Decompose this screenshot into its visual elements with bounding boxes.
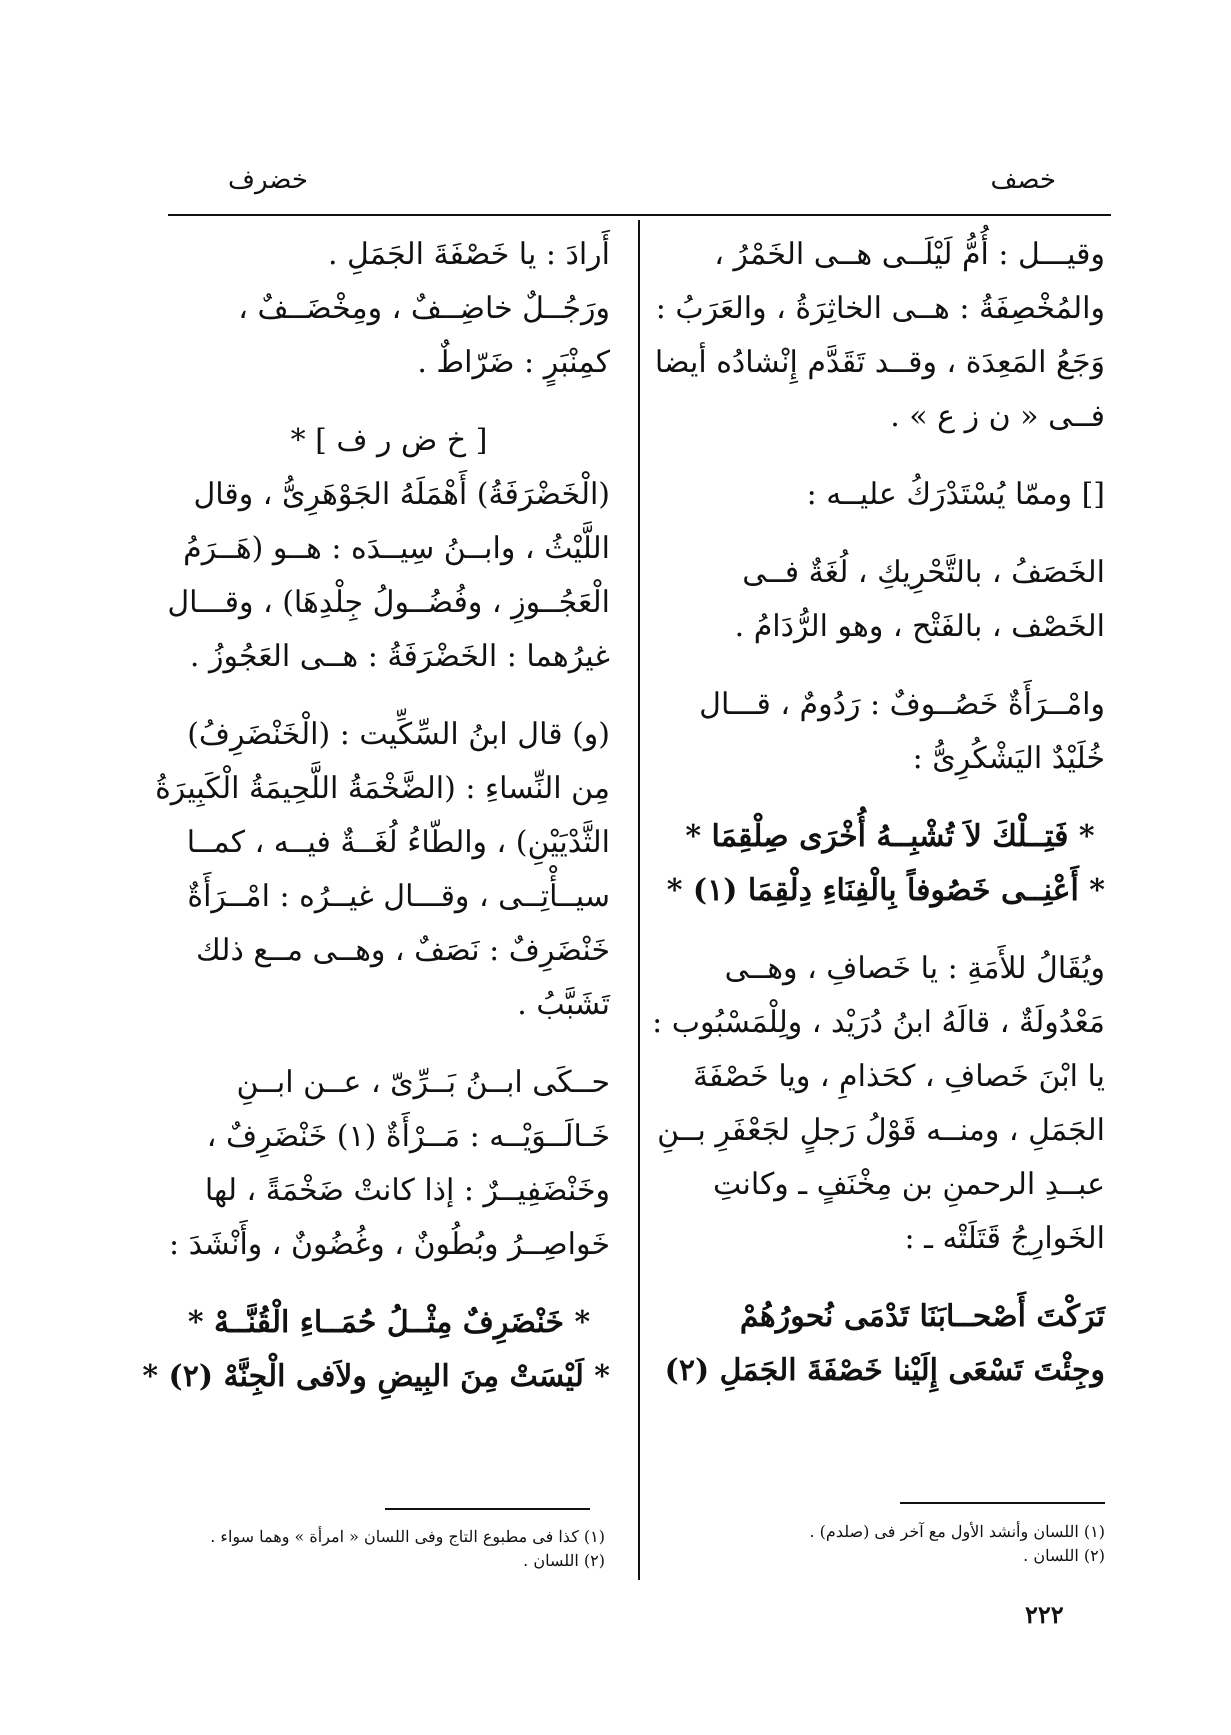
text-line: فــى « ن ز ع » . [890,399,1105,434]
text-line: اللَّيْثُ ، وابــنُ سِيــدَه : هــو (هَــرَمُ [183,531,610,566]
footnotes-right [675,1520,1105,1568]
right-column [652,228,1105,1398]
text-line: مَعْدُولَةٌ ، قالَهُ ابنُ دُرَيْد ، ولِلْمَسْبُوب : [652,1005,1105,1040]
running-header-right: خصف [990,165,1056,195]
text-line: خَواصِــرُ وبُطُونٌ ، وغُضُونٌ ، وأَنْشَدَ : [168,1227,610,1262]
running-header-left: خضرف [228,165,308,195]
verse-line: * خَنْضَرِفٌ مِثْــلُ حُمَــاءِ الْقُنَّــهْ * [187,1305,591,1340]
text-line: خُلَيْدٌ اليَشْكُرِىُّ : [912,741,1105,776]
text-line: غيرُهما : الخَضْرَفَةُ : هــى العَجُوزُ . [189,639,610,674]
text-line: وَجَعُ المَعِدَة ، وقــد تَقَدَّم إِنْشادُه أيضا [654,345,1105,380]
footnote: (٢) اللسان . [1023,1546,1105,1565]
text-line: الخَصْف ، بالفَتْح ، وهو الرُّدَامُ . [734,609,1105,644]
page-number: ٢٢٢ [1025,1600,1064,1629]
footnote: (١) كذا فى مطبوع التاج وفى اللسان « امرأة » وهما سواء . [210,1527,605,1546]
text-line: تَشَبَّبُ . [517,987,610,1022]
paragraph-gap [675,444,1105,468]
text-line: الجَمَلِ ، ومنــه قَوْلُ رَجلٍ لجَعْفَرِ بــنِ [657,1113,1105,1148]
verse-line: تَرَكْتَ أَصْحــابَنَا تَدْمَى نُحورُهُمْ [739,1299,1105,1334]
text-line: الثَّدْيَيْنِ) ، والطّاءُ لُغَــةٌ فيــه ، كمــا [186,825,610,860]
text-line: يا ابْنَ خَصافِ ، كحَذامِ ، ويا خَصْفَةَ [692,1059,1105,1094]
paragraph-gap [675,522,1105,546]
text-line: (الْخَضْرَفَةُ) أَهْمَلَهُ الجَوْهَرِىُّ ، وقال [193,477,610,512]
paragraph-gap [675,654,1105,678]
section-heading: [] وممّا يُسْتَدْرَكُ عليــه : [806,477,1105,512]
footnote-rule-left [385,1508,590,1510]
text-line: خَنْضَرِفٌ : نَصَفٌ ، وهــى مــع ذلك [196,933,610,968]
paragraph-gap [675,918,1105,942]
footnotes-left [150,1525,605,1573]
text-line: عبــدِ الرحمنِ بن مِخْنَفٍ ـ وكانتِ [713,1167,1105,1202]
paragraph-gap [168,684,610,708]
text-line: ويُقَالُ للأَمَةِ : يا خَصافِ ، وهــى [724,951,1105,986]
verse-line: * أَعْنِــى خَصُوفاً بِالْفِنَاءِ دِلْقِمَا (١) * [666,873,1105,908]
text-line: الخَصَفُ ، بالتَّحْرِيكِ ، لُغَةٌ فــى [742,555,1105,590]
text-line: الخَوارِجُ قَتَلَتْه ـ : [904,1221,1105,1256]
verse-line: * فَتِــلْكَ لاَ تُشْبِــهُ أُخْرَى صِلْقِمَا * [685,819,1095,854]
header-rule [168,214,1111,216]
entry-heading: [ خ ض ر ف ] * [290,423,488,458]
verse-line: * لَيْسَتْ مِنَ البِيضِ ولاَفى الْجِنَّهْ (٢) * [142,1359,610,1394]
text-line: مِن النِّساءِ : (الضَّخْمَةُ اللَّحِيمَةُ الْكَبِيرَةُ [155,771,610,806]
paragraph-gap [675,1266,1105,1290]
footnote-rule-right [900,1502,1105,1504]
text-line: أَرادَ : يا خَصْفَةَ الجَمَلِ . [327,237,610,272]
text-line: سيــأْتِــى ، وقـــال غيــرُه : امْــرَأَةٌ [187,879,610,914]
paragraph-gap [675,786,1105,810]
paragraph-gap [168,1272,610,1296]
text-line: (و) قال ابنُ السِّكِّيت : (الْخَنْضَرِفُ) [187,717,610,752]
text-line: كمِنْبَرٍ : ضَرّاطٌ . [417,345,610,380]
text-line: خَـالَــوَيْــه : مَــرْأَةٌ (١) خَنْضَرِفٌ ، [206,1119,610,1154]
footnote: (٢) اللسان . [523,1551,605,1570]
text-line: الْعَجُــوزِ ، وفُضُــولُ جِلْدِهَا) ، وقـــال [167,585,610,620]
paragraph-gap [168,390,610,414]
footnote: (١) اللسان وأنشد الأول مع آخر فى (صلدم) . [809,1522,1105,1541]
paragraph-gap [168,1032,610,1056]
left-column [142,228,610,1404]
text-line: ورَجُــلٌ خاضِــفٌ ، ومِخْضَــفٌ ، [238,291,610,326]
text-line: حــكَى ابــنُ بَــرِّىّ ، عــن ابــنِ [236,1065,610,1100]
text-line: وخَنْضَفِيــرٌ : إذا كانتْ ضَخْمَةً ، لها [204,1173,610,1208]
verse-line: وجِئْتَ تَسْعَى إِلَيْنا خَصْفَةَ الجَمَلِ (٢) [664,1353,1105,1388]
text-line: وامْــرَأَةٌ خَصُــوفٌ : رَدُومٌ ، قـــال [699,687,1105,722]
text-line: والمُخْصِفَةُ : هــى الخاثِرَةُ ، والعَرَبُ : [655,291,1105,326]
text-line: وقيـــل : أُمُّ لَيْلَــى هــى الخَمْرُ ، [714,237,1105,272]
column-divider [638,220,640,1580]
